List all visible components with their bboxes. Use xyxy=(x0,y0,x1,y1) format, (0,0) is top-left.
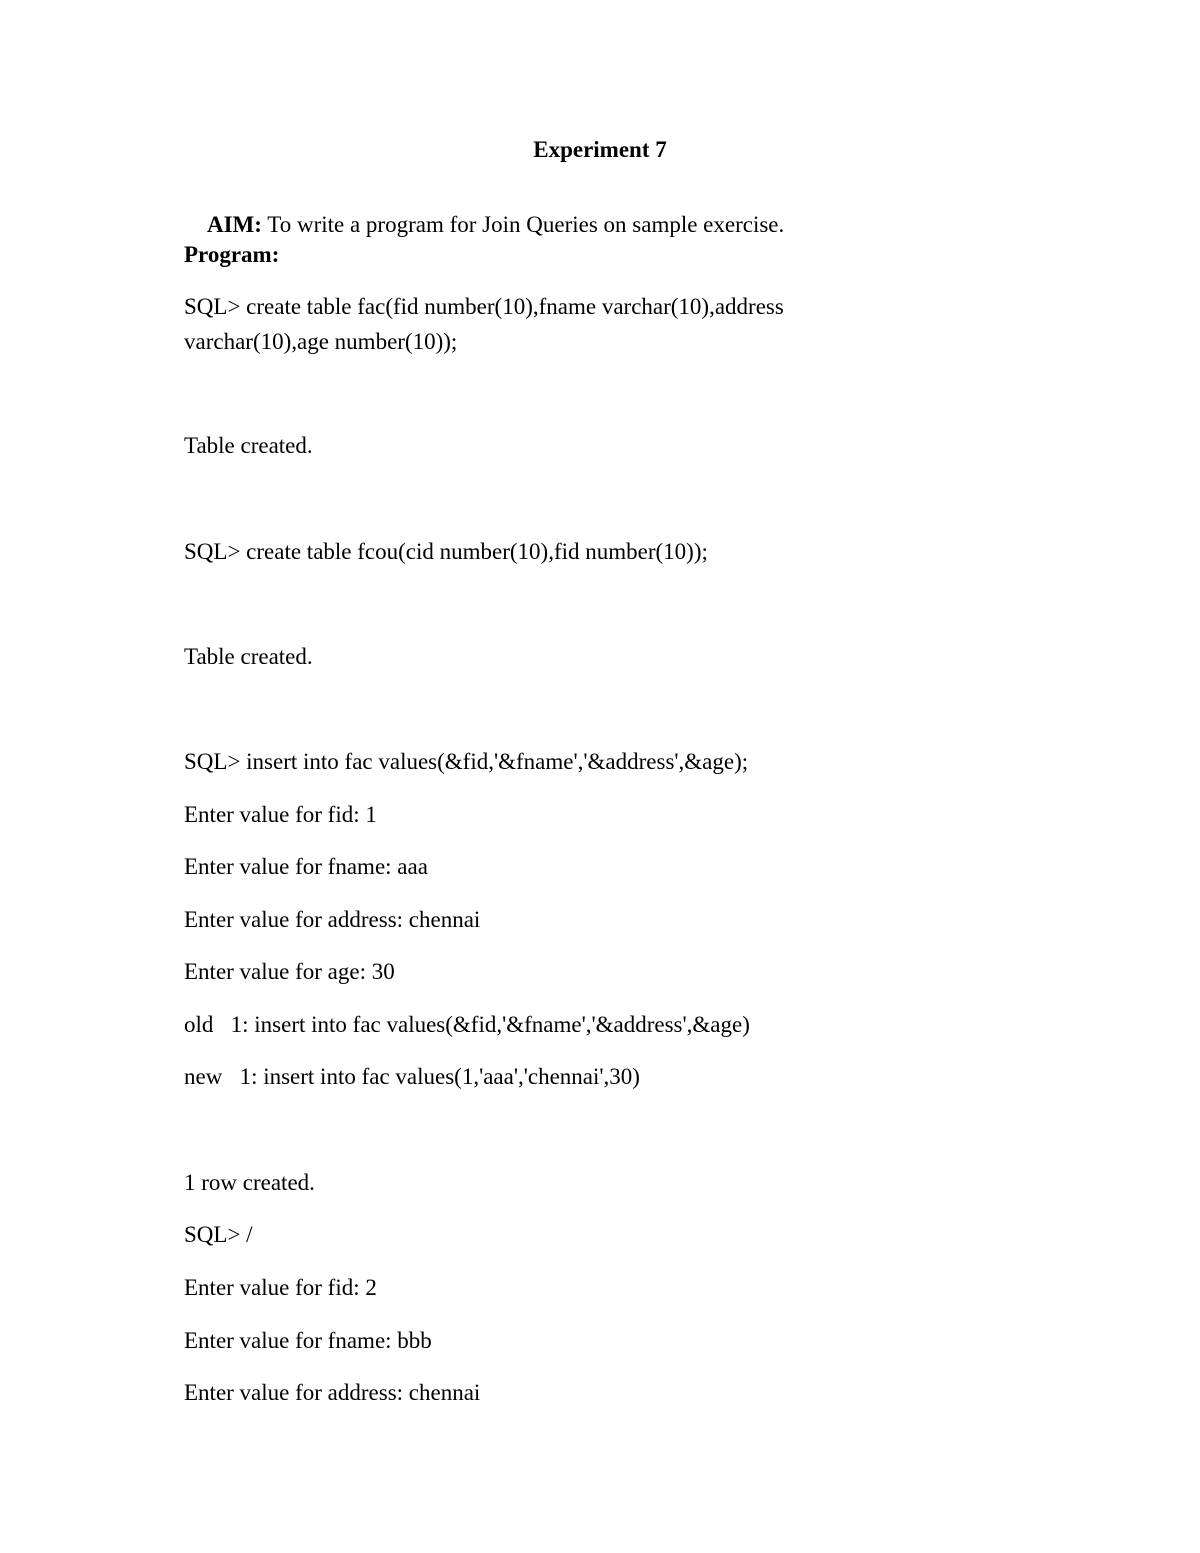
text-line: SQL> create table fcou(cid number(10),fid number(10)); xyxy=(184,539,708,564)
aim-label: AIM: xyxy=(207,212,262,237)
text-line: Enter value for age: 30 xyxy=(184,959,395,984)
text-line: old 1: insert into fac values(&fid,'&fname','&address',&age) xyxy=(184,1012,750,1037)
page-title: Experiment 7 xyxy=(533,137,667,162)
text-line: Enter value for fname: bbb xyxy=(184,1328,432,1353)
text-line: varchar(10),age number(10)); xyxy=(184,329,458,354)
aim-text: To write a program for Join Queries on sample exercise. xyxy=(261,212,785,237)
text-line: Enter value for fid: 2 xyxy=(184,1275,377,1300)
text-line: Enter value for fid: 1 xyxy=(184,802,377,827)
text-line: SQL> create table fac(fid number(10),fname varchar(10),address xyxy=(184,294,784,319)
text-line: SQL> / xyxy=(184,1222,253,1247)
text-line: Enter value for address: chennai xyxy=(184,1380,481,1405)
text-line: 1 row created. xyxy=(184,1170,315,1195)
text-line: Enter value for address: chennai xyxy=(184,907,481,932)
text-line: Table created. xyxy=(184,644,313,669)
program-label: Program: xyxy=(184,242,280,267)
text-line: new 1: insert into fac values(1,'aaa','chennai',30) xyxy=(184,1064,640,1089)
text-line: Table created. xyxy=(184,433,313,458)
text-line: SQL> insert into fac values(&fid,'&fname','&address',&age); xyxy=(184,749,749,774)
text-line: Enter value for fname: aaa xyxy=(184,854,428,879)
